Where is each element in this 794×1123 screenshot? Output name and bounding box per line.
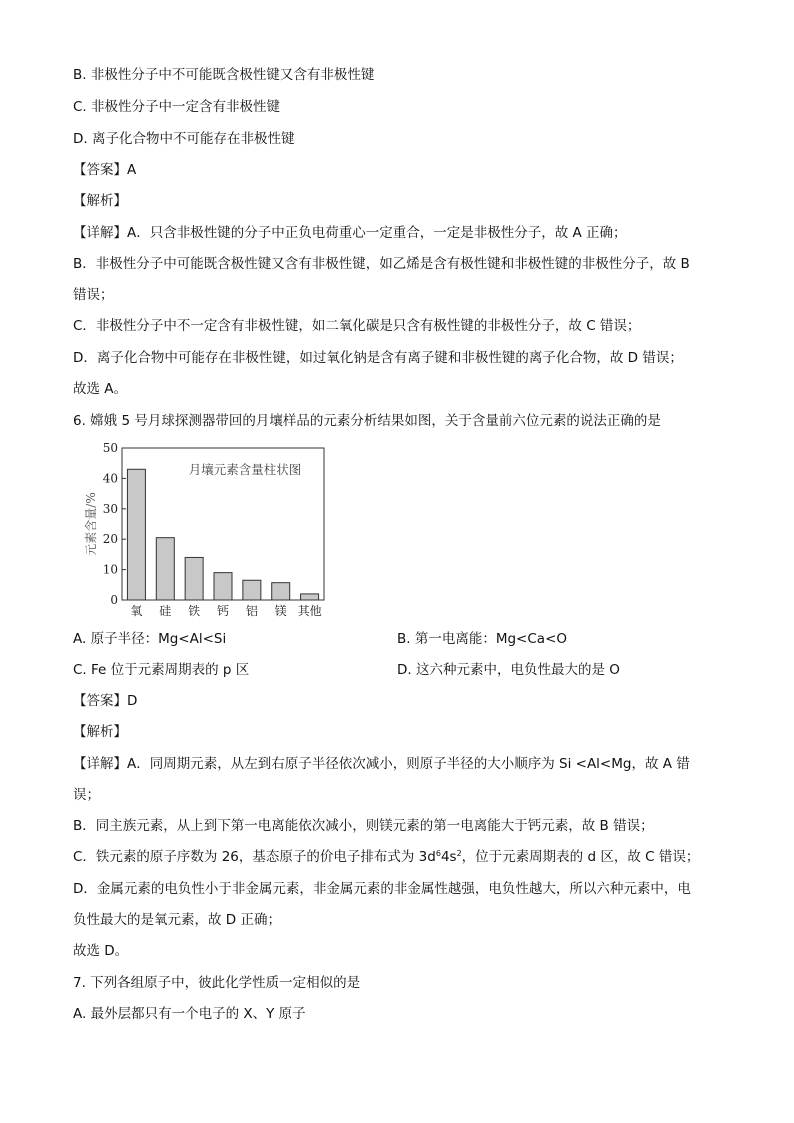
y-tick-label: 40 bbox=[102, 471, 118, 486]
q6-option-c: C. Fe 位于元素周期表的 p 区 bbox=[73, 662, 250, 678]
q6-stem: 6. 嫦娥 5 号月球探测器带回的月壤样品的元素分析结果如图，关于含量前六位元素的说法正确的是 bbox=[73, 413, 661, 429]
q6-option-d: D. 这六种元素中，电负性最大的是 O bbox=[397, 662, 620, 678]
y-tick-label: 0 bbox=[110, 593, 118, 607]
q5-detail-d: D．离子化合物中可能存在非极性键，如过氧化钠是含有离子键和非极性键的离子化合物，故 D 错误； bbox=[73, 350, 683, 366]
q5-detail-b-line2: 错误； bbox=[73, 287, 114, 303]
q6-option-a: A. 原子半径：Mg<Al<Si bbox=[73, 631, 227, 647]
bar-1 bbox=[156, 538, 174, 600]
q6-answer: 【答案】D bbox=[73, 693, 138, 709]
y-tick-label: 50 bbox=[102, 441, 118, 455]
x-tick-label: 铝 bbox=[245, 604, 258, 618]
q5-conclusion: 故选 A。 bbox=[73, 381, 128, 397]
x-tick-label: 钙 bbox=[216, 604, 230, 618]
q6-analysis-label: 【解析】 bbox=[73, 724, 127, 740]
q6-detail-d-line1: D．金属元素的电负性小于非金属元素，非金属元素的非金属性越强，电负性越大，所以六种元素中，电 bbox=[73, 881, 691, 897]
q5-option-b: B. 非极性分子中不可能既含极性键又含有非极性键 bbox=[73, 67, 375, 83]
q6-detail-c-pre: C．铁元素的原子序数为 26，基态原子的价电子排布式为 3d bbox=[73, 849, 436, 865]
bar-5 bbox=[272, 583, 290, 600]
q6-detail-c bbox=[73, 848, 699, 866]
bar-6 bbox=[301, 594, 319, 600]
x-tick-label: 其他 bbox=[297, 604, 322, 618]
bar-chart bbox=[80, 440, 340, 620]
superscript-6: 6 bbox=[435, 849, 441, 858]
q5-option-c: C. 非极性分子中一定含有非极性键 bbox=[73, 99, 281, 115]
q6-detail-b: B．同主族元素，从上到下第一电离能依次减小，则镁元素的第一电离能大于钙元素，故 B 错误； bbox=[73, 818, 654, 834]
q6-detail-a-line1: 【详解】A．同周期元素，从左到右原子半径依次减小，则原子半径的大小顺序为 Si <Al<Mg，故 A 错 bbox=[73, 756, 690, 772]
q6-detail-c-mid: 4s bbox=[440, 849, 457, 865]
bar-2 bbox=[185, 557, 203, 600]
y-tick-label: 20 bbox=[102, 532, 118, 547]
bar-4 bbox=[243, 580, 261, 600]
x-tick-label: 硅 bbox=[159, 604, 172, 618]
q5-detail-a: 【详解】A．只含非极性键的分子中正负电荷重心一定重合，一定是非极性分子，故 A 正确； bbox=[73, 225, 627, 241]
q5-answer: 【答案】A bbox=[73, 162, 137, 178]
bar-3 bbox=[214, 573, 232, 600]
bar-0 bbox=[127, 469, 145, 600]
x-tick-label: 镁 bbox=[274, 604, 287, 618]
q5-option-d: D. 离子化合物中不可能存在非极性键 bbox=[73, 131, 295, 147]
superscript-2: 2 bbox=[456, 849, 462, 858]
q6-detail-d-line2: 负性最大的是氧元素，故 D 正确； bbox=[73, 912, 281, 928]
x-tick-label: 铁 bbox=[188, 604, 201, 618]
y-tick-label: 30 bbox=[102, 501, 118, 516]
y-tick-label: 10 bbox=[102, 562, 118, 577]
q5-detail-c: C．非极性分子中不一定含有非极性键，如二氧化碳是只含有极性键的非极性分子，故 C 错误； bbox=[73, 318, 641, 334]
q7-stem: 7. 下列各组原子中，彼此化学性质一定相似的是 bbox=[73, 975, 361, 991]
x-tick-label: 氧 bbox=[130, 604, 143, 618]
q5-detail-b-line1: B．非极性分子中可能既含极性键又含有非极性键，如乙烯是含有极性键和非极性键的非极性分子，故 B bbox=[73, 256, 690, 272]
q5-analysis-label: 【解析】 bbox=[73, 193, 127, 209]
q6-detail-a-line2: 误； bbox=[73, 787, 100, 803]
y-axis-label: 元素含量/% bbox=[84, 492, 98, 556]
q6-conclusion: 故选 D。 bbox=[73, 943, 129, 959]
q7-option-a: A. 最外层都只有一个电子的 X、Y 原子 bbox=[73, 1006, 306, 1022]
chart-title: 月壤元素含量柱状图 bbox=[188, 462, 302, 477]
q6-option-b: B. 第一电离能：Mg<Ca<O bbox=[397, 631, 568, 647]
q6-detail-c-post: ，位于元素周期表的 d 区，故 C 错误； bbox=[461, 849, 700, 865]
